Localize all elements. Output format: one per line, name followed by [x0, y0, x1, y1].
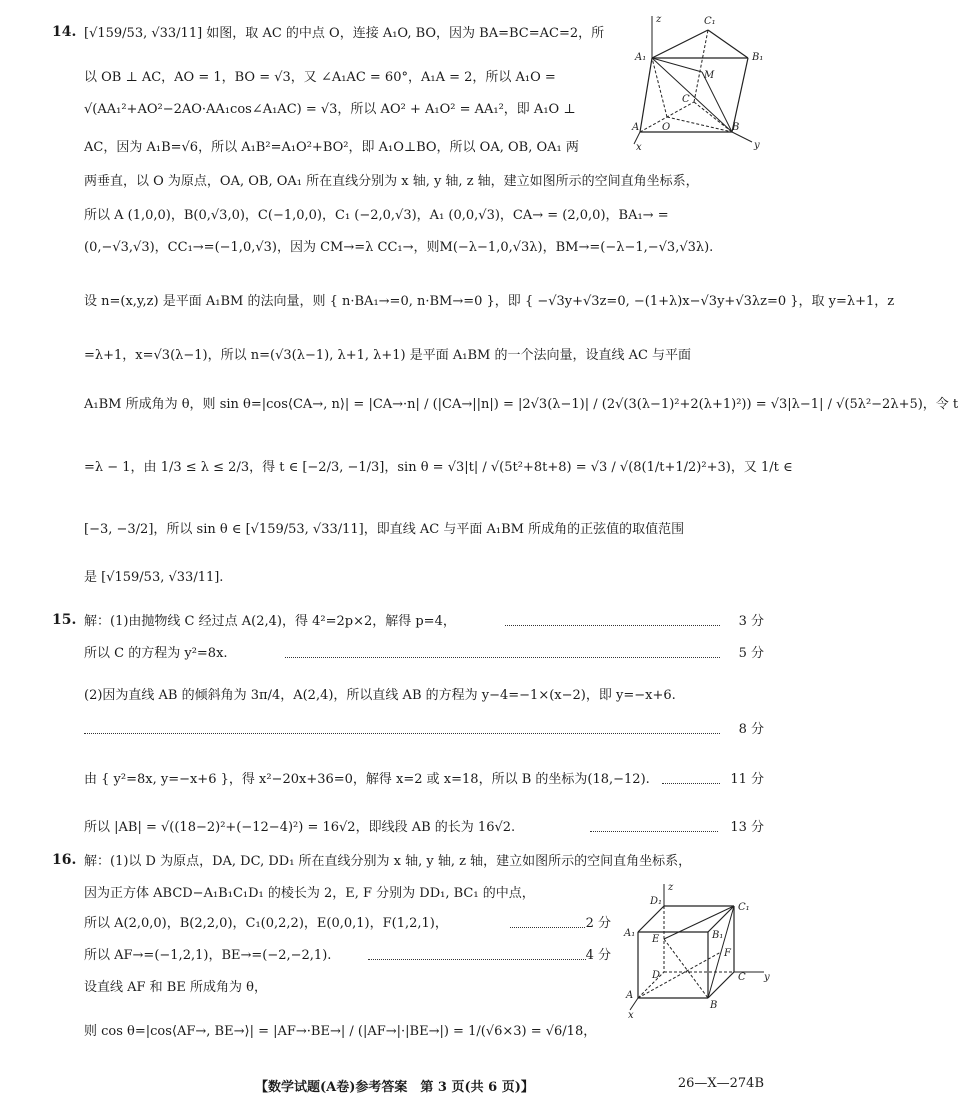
p15-score-1: 3 分 [738, 614, 764, 629]
problem-15-number: 15. [52, 612, 77, 628]
label-c: C [738, 972, 746, 983]
cube-figure [624, 880, 772, 1020]
p15-score-4: 8 分 [738, 722, 764, 737]
label-x: x [636, 142, 642, 153]
p14-line-8: 设 n=(x,y,z) 是平面 A₁BM 的法向量，则 { n·BA₁→=0, n·BM→=0 }，即 { −√3y+√3z=0, −(1+λ)x−√3y+√3λz=0 }，取 y=λ+1，z [84, 294, 895, 309]
p15-line-1: 解：(1)由抛物线 C 经过点 A(2,4)，得 4²=2p×2，解得 p=4， [84, 614, 456, 629]
p16-dots-3 [510, 916, 585, 928]
p16-line-5: 设直线 AF 和 BE 所成角为 θ， [84, 980, 267, 995]
label-z: z [668, 882, 674, 893]
p14-line-6: 所以 A (1,0,0)，B(0,√3,0)，C(−1,0,0)，C₁ (−2,0,√3)，A₁ (0,0,√3)，CA→ = (2,0,0)，BA₁→ = [84, 208, 669, 223]
label-y: y [764, 972, 770, 983]
p14-line-7: (0,−√3,√3)，CC₁→=(−1,0,√3)，因为 CM→=λ CC₁→，则M(−λ−1,0,√3λ)，BM→=(−λ−1,−√3,√3λ). [84, 240, 714, 255]
p14-line-4: AC，因为 A₁B=√6，所以 A₁B²=A₁O²+BO²，即 A₁O⊥BO，所以 OA, OB, OA₁ 两 [84, 140, 579, 155]
label-c1: C₁ [738, 902, 750, 913]
p15-dots-4 [84, 722, 720, 734]
p15-line-3: (2)因为直线 AB 的倾斜角为 3π/4，A(2,4)，所以直线 AB 的方程为 y−4=−1×(x−2)，即 y=−x+6. [84, 688, 676, 703]
problem-14-number: 14. [52, 24, 77, 40]
p15-score-2: 5 分 [738, 646, 764, 661]
p14-line-1: [√159/53, √33/11] 如图，取 AC 的中点 O，连接 A₁O, BO，因为 BA=BC=AC=2，所 [84, 26, 605, 41]
label-c1: C₁ [704, 16, 716, 27]
label-a1: A₁ [635, 52, 647, 63]
p15-line-6: 所以 |AB| = √((18−2)²+(−12−4)²) = 16√2，即线段 AB 的长为 16√2. [84, 820, 516, 835]
p16-line-4: 所以 AF→=(−1,2,1)，BE→=(−2,−2,1). [84, 948, 332, 963]
label-a1: A₁ [624, 928, 636, 939]
p15-dots-2 [285, 646, 720, 658]
label-z: z [656, 14, 662, 25]
label-b1: B₁ [712, 930, 724, 941]
p15-score-6: 13 分 [730, 820, 764, 835]
label-a: A [626, 990, 634, 1001]
p16-line-1: 解：(1)以 D 为原点，DA, DC, DD₁ 所在直线分别为 x 轴, y 轴, z 轴，建立如图所示的空间直角坐标系， [84, 854, 692, 869]
p16-line-2: 因为正方体 ABCD−A₁B₁C₁D₁ 的棱长为 2，E, F 分别为 DD₁, BC₁ 的中点， [84, 886, 535, 901]
label-o: O [662, 122, 671, 133]
p16-line-3: 所以 A(2,0,0)，B(2,2,0)，C₁(0,2,2)，E(0,0,1)，F(1,2,1)， [84, 916, 448, 931]
p14-line-9: =λ+1，x=√3(λ−1)，所以 n=(√3(λ−1), λ+1, λ+1) 是平面 A₁BM 的一个法向量，设直线 AC 与平面 [84, 348, 692, 363]
p14-line-3: √(AA₁²+AO²−2AO·AA₁cos∠A₁AC) = √3，所以 AO² + A₁O² = AA₁²，即 A₁O ⊥ [84, 102, 576, 117]
p14-line-5: 两垂直，以 O 为原点，OA, OB, OA₁ 所在直线分别为 x 轴, y 轴, z 轴，建立如图所示的空间直角坐标系， [84, 174, 699, 189]
p14-line-13: 是 [√159/53, √33/11]. [84, 570, 224, 585]
p14-line-11: =λ − 1，由 1/3 ≤ λ ≤ 2/3，得 t ∈ [−2/3, −1/3]，sin θ = √3|t| / √(5t²+8t+8) = √3 / √(8(1/t+1/2)²+3)，又 1/t ∈ [84, 460, 793, 475]
p16-dots-4 [368, 948, 586, 960]
p16-score-3: 2 分 [585, 916, 611, 931]
p15-dots-6 [590, 820, 718, 832]
label-d1: D₁ [650, 896, 663, 907]
p15-line-2: 所以 C 的方程为 y²=8x. [84, 646, 228, 661]
label-y: y [754, 140, 760, 151]
p15-line-5: 由 { y²=8x, y=−x+6 }，得 x²−20x+36=0，解得 x=2 或 x=18，所以 B 的坐标为(18,−12). [84, 772, 650, 787]
p15-dots-5 [662, 772, 720, 784]
prism-figure [632, 12, 772, 152]
footer-title: 【数学试题(A卷)参考答案 第 3 页(共 6 页)】 [255, 1080, 534, 1095]
p15-score-5: 11 分 [730, 772, 764, 787]
p16-score-4: 4 分 [585, 948, 611, 963]
p14-line-12: [−3, −3/2]，所以 sin θ ∈ [√159/53, √33/11]，即直线 AC 与平面 A₁BM 所成角的正弦值的取值范围 [84, 522, 685, 537]
footer-code: 26—X—274B [677, 1076, 764, 1091]
label-x: x [628, 1010, 634, 1021]
label-b1: B₁ [752, 52, 764, 63]
label-b: B [732, 122, 740, 133]
page-footer [0, 1076, 776, 1100]
label-d: D [652, 970, 661, 981]
label-b: B [710, 1000, 718, 1011]
label-c: C [682, 94, 690, 105]
p16-line-6: 则 cos θ=|cos⟨AF→, BE→⟩| = |AF→·BE→| / (|AF→|·|BE→|) = 1/(√6×3) = √6/18， [84, 1024, 597, 1039]
p14-line-10: A₁BM 所成角为 θ，则 sin θ=|cos⟨CA→, n⟩| = |CA→·n| / (|CA→||n|) = |2√3(λ−1)| / (2√(3(λ−1)²+2(λ+1)²)) = √3|λ−1| / √(5λ²−2λ+5)，令 t [84, 397, 958, 412]
label-f: F [724, 948, 731, 959]
label-m: M [704, 70, 715, 81]
problem-16-number: 16. [52, 852, 77, 868]
p14-line-2: 以 OB ⊥ AC，AO = 1，BO = √3，又 ∠A₁AC = 60°，A₁A = 2，所以 A₁O = [84, 70, 556, 85]
label-a: A [632, 122, 640, 133]
p15-dots-1 [505, 614, 720, 626]
label-e: E [652, 934, 660, 945]
